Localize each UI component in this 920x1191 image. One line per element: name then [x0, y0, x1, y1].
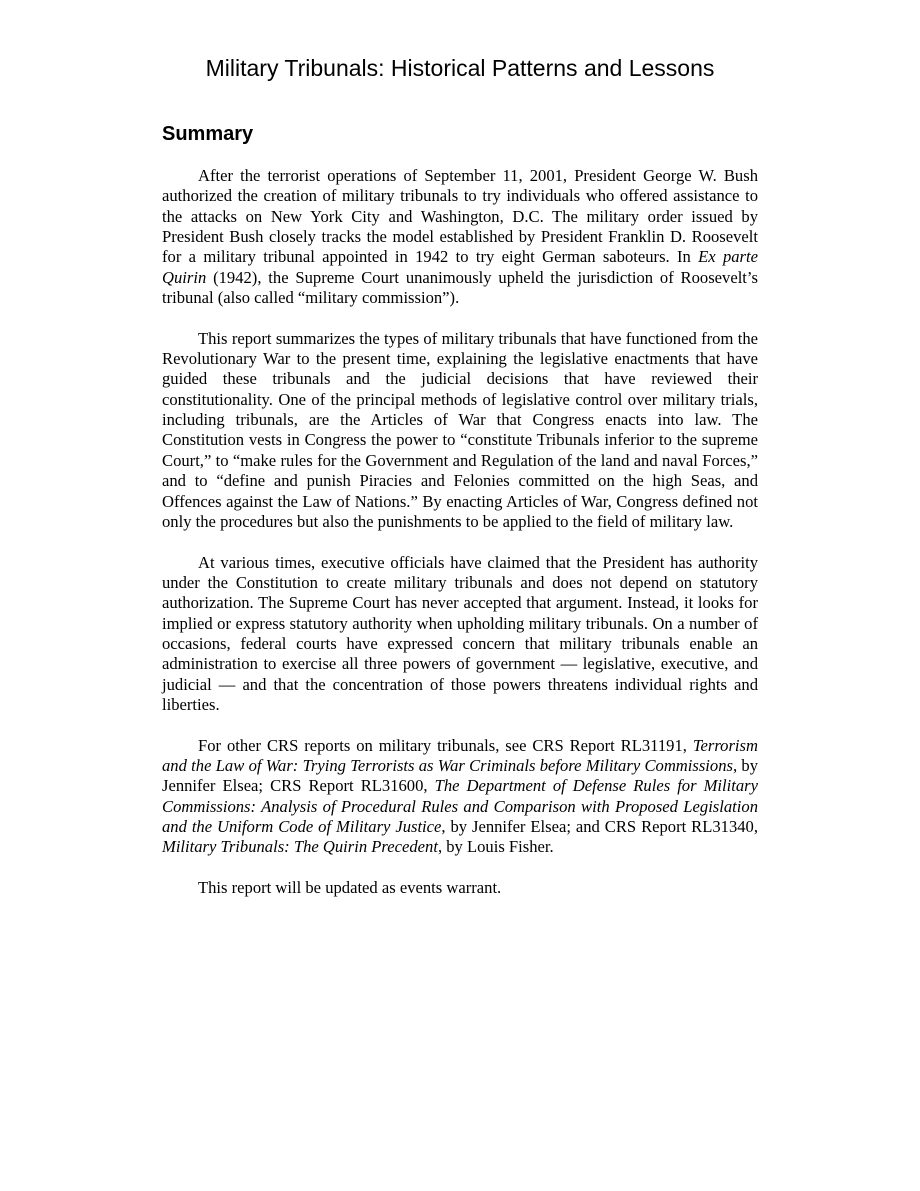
paragraph-1 [162, 166, 758, 308]
report-title-1: Terrorism and the Law of War: Trying Terrorists as War Criminals before Military Commissions [162, 735, 758, 775]
paragraph-4-text-b: , by Jennifer Elsea; CRS Report RL31600, [162, 755, 758, 796]
document-title: Military Tribunals: Historical Patterns and Lessons [205, 55, 715, 81]
paragraph-4-text-d: , by Louis Fisher. [437, 837, 554, 857]
case-name-italic: Ex parte Quirin [162, 247, 758, 287]
paragraph-4-text-a: For other CRS reports on military tribunals, see CRS Report RL31191, [198, 735, 693, 755]
report-title-3: Military Tribunals: The Quirin Precedent [162, 837, 438, 857]
paragraph-4-text-c: , by Jennifer Elsea; and CRS Report RL31340, [441, 817, 759, 836]
report-title-2: The Department of Defense Rules for Military Commissions: Analysis of Procedural Rules and Comparison with Proposed Legislation and the Uniform Code of Military Justice [162, 776, 758, 836]
paragraph-5: This report will be updated as events warrant. [198, 878, 502, 898]
paragraph-3: At various times, executive officials have claimed that the President has authority under the Constitution to create military tribunals and does not depend on statutory authorization. The Supreme Court has never accepted that argument. Instead, it looks for implied or express statutory authority when upholding military tribunals. On a number of occasions, federal courts have expressed concern that military tribunals enable an administration to exercise all three powers of government — legislative, executive, and judicial — and that the concentration of those powers threatens individual rights and liberties. [162, 552, 758, 714]
paragraph-4 [162, 736, 758, 858]
paragraph-1-text-b: (1942), the Supreme Court unanimously upheld the jurisdiction of Roosevelt’s tribunal (also called “military commission”). [162, 267, 758, 308]
section-heading: Summary [162, 123, 254, 145]
paragraph-2: This report summarizes the types of military tribunals that have functioned from the Revolutionary War to the present time, explaining the legislative enactments that have guided these tribunals and the judicial decisions that have reviewed their constitutionality. One of the principal methods of legislative control over military trials, including tribunals, are the Articles of War that Congress enacts into law. The Constitution vests in Congress the power to “constitute Tribunals inferior to the supreme Court,” to “make rules for the Government and Regulation of the land and naval Forces,” and to “define and punish Piracies and Felonies committed on the high Seas, and Offences against the Law of Nations.” By enacting Articles of War, Congress defined not only the procedures but also the punishments to be applied to the field of military law. [162, 328, 758, 531]
paragraph-1-text-a: After the terrorist operations of September 11, 2001, President George W. Bush authorized the creation of military tribunals to try individuals who offered assistance to the attacks on New York City and Washington, D.C. The military order issued by President Bush closely tracks the model established by President Franklin D. Roosevelt for a military tribunal appointed in 1942 to try eight German saboteurs. In [162, 166, 758, 267]
summary-body [162, 166, 758, 919]
